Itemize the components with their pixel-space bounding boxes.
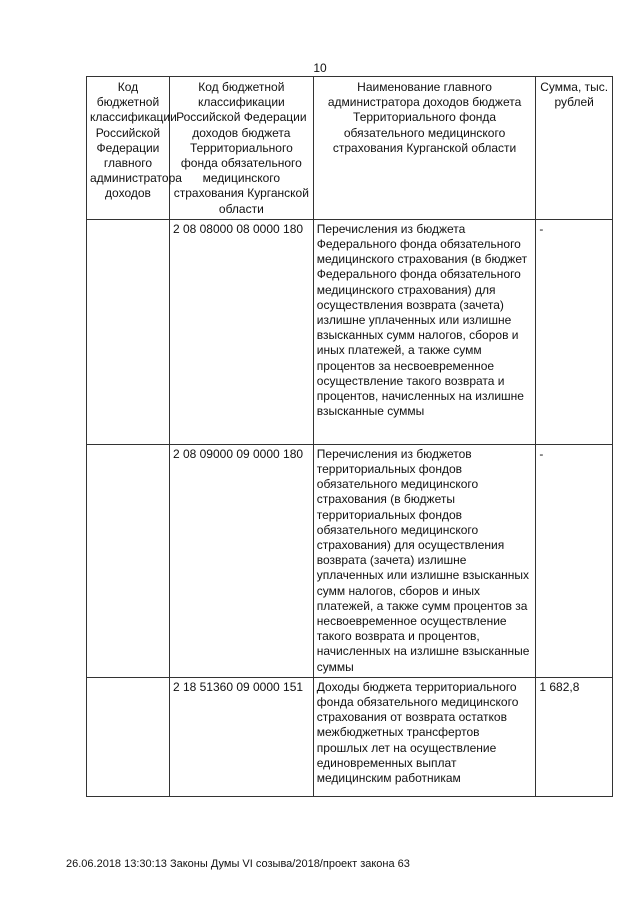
table-row	[87, 444, 613, 677]
header-sum: Сумма, тыс. рублей	[536, 77, 613, 220]
cell-sum: -	[536, 444, 613, 677]
table-row	[87, 677, 613, 796]
cell-budget-code: 2 18 51360 09 0000 151	[169, 677, 313, 796]
cell-admin-code	[87, 219, 170, 444]
cell-income-name: Перечисления из бюджета Федерального фонда обязательного медицинского страхования (в бюджет Федерального фонда обязательного медицинского страхования) для осуществления возврата (зачета) излишне уплаченных или излишне взысканных сумм налогов, сборов и иных платежей, а также сумм процентов за несвоевременное осуществление такого возврата и процентов, начисленных на излишне взысканные суммы	[313, 219, 536, 444]
cell-sum: 1 682,8	[536, 677, 613, 796]
page-number: 10	[313, 61, 327, 75]
budget-table	[86, 76, 613, 797]
header-row	[87, 77, 613, 220]
cell-sum: -	[536, 219, 613, 444]
header-admin-code: Код бюджетной классификации Российской Федерации главного администратора доходов	[87, 77, 170, 220]
cell-income-name: Перечисления из бюджетов территориальных фондов обязательного медицинского страхования (в бюджеты территориальных фондов обязательного медицинского страхования) для осуществления возврата (зачета) излишне уплаченных или излишне взысканных сумм налогов, сборов и иных платежей, а также сумм процентов за несвоевременное осуществление такого возврата и процентов, начисленных на излишне взысканные суммы	[313, 444, 536, 677]
cell-income-name: Доходы бюджета территориального фонда обязательного медицинского страхования от возврата остатков межбюджетных трансфертов прошлых лет на осуществление единовременных выплат медицинским работникам	[313, 677, 536, 796]
table-header	[87, 77, 613, 220]
cell-budget-code: 2 08 08000 08 0000 180	[169, 219, 313, 444]
document-footer: 26.06.2018 13:30:13 Законы Думы VI созыва/2018/проект закона 63	[66, 858, 410, 870]
header-budget-code: Код бюджетной классификации Российской Федерации доходов бюджета Территориального фонда обязательного медицинского страхования Курганской области	[169, 77, 313, 220]
cell-budget-code: 2 08 09000 09 0000 180	[169, 444, 313, 677]
table-body	[87, 219, 613, 796]
cell-admin-code	[87, 444, 170, 677]
cell-admin-code	[87, 677, 170, 796]
table-row	[87, 219, 613, 444]
header-admin-name: Наименование главного администратора доходов бюджета Территориального фонда обязательного медицинского страхования Курганской области	[313, 77, 536, 220]
